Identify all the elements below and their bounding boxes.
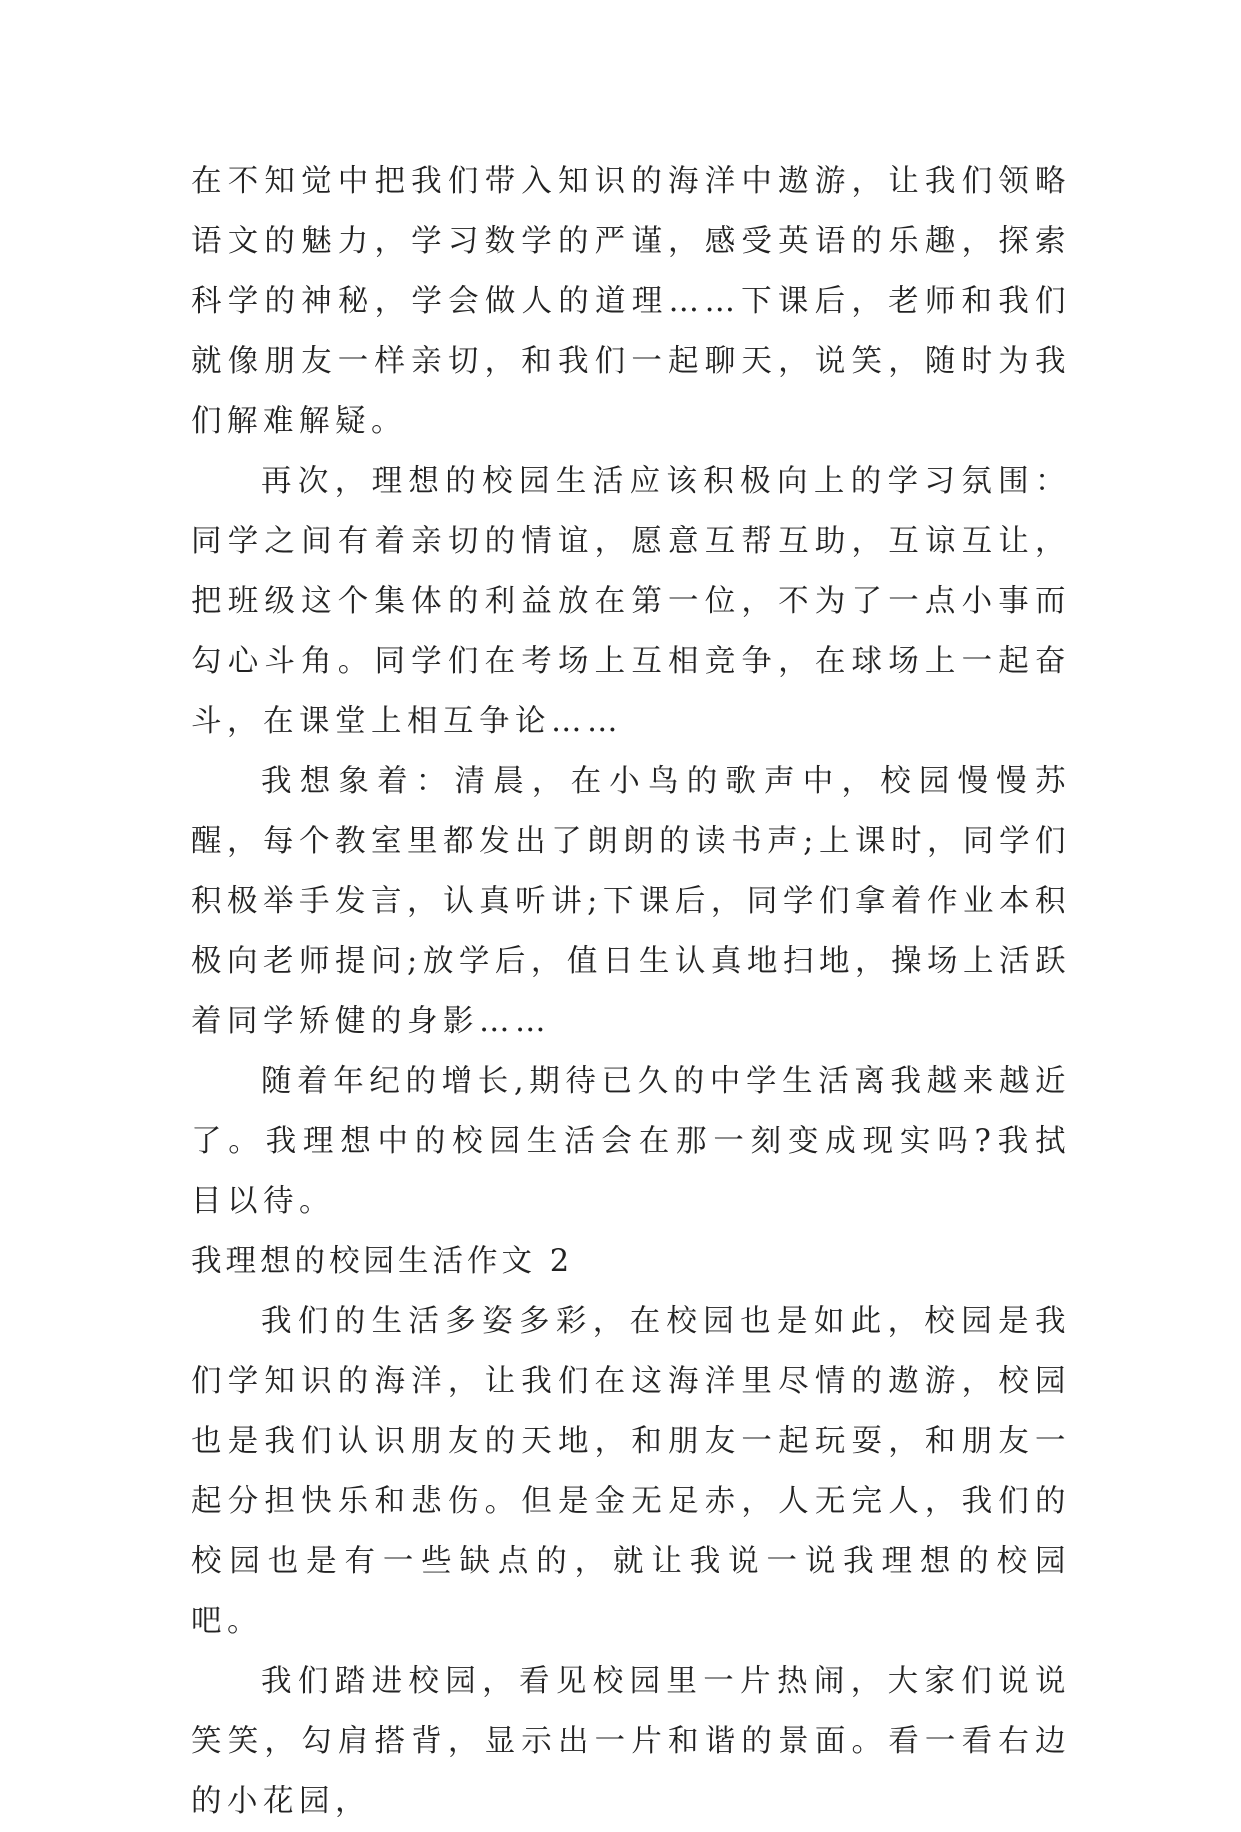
document-body bbox=[191, 152, 1071, 1832]
paragraph-5: 我们的生活多姿多彩，在校园也是如此，校园是我们学知识的海洋，让我们在这海洋里尽情的遨游，校园也是我们认识朋友的天地，和朋友一起玩耍，和朋友一起分担快乐和悲伤。但是金无足赤，人无完人，我们的校园也是有一些缺点的，就让我说一说我理想的校园吧。 bbox=[191, 1304, 1071, 1639]
paragraph-6: 我们踏进校园，看见校园里一片热闹，大家们说说笑笑，勾肩搭背，显示出一片和谐的景面。看一看右边的小花园， bbox=[191, 1664, 1071, 1819]
section-heading: 我理想的校园生活作文 2 bbox=[191, 1244, 574, 1279]
paragraph-1: 在不知觉中把我们带入知识的海洋中遨游，让我们领略语文的魅力，学习数学的严谨，感受英语的乐趣，探索科学的神秘，学会做人的道理……下课后，老师和我们就像朋友一样亲切，和我们一起聊天，说笑，随时为我们解难解疑。 bbox=[191, 164, 1071, 439]
paragraph-2: 再次，理想的校园生活应该积极向上的学习氛围：同学之间有着亲切的情谊，愿意互帮互助，互谅互让，把班级这个集体的利益放在第一位，不为了一点小事而勾心斗角。同学们在考场上互相竞争，在球场上一起奋斗，在课堂上相互争论…… bbox=[191, 464, 1071, 739]
paragraph-3: 我想象着：清晨，在小鸟的歌声中，校园慢慢苏醒，每个教室里都发出了朗朗的读书声;上课时，同学们积极举手发言，认真听讲;下课后，同学们拿着作业本积极向老师提问;放学后，值日生认真地扫地，操场上活跃着同学矫健的身影…… bbox=[191, 764, 1071, 1039]
paragraph-4: 随着年纪的增长,期待已久的中学生活离我越来越近了。我理想中的校园生活会在那一刻变成现实吗?我拭目以待。 bbox=[191, 1064, 1071, 1219]
